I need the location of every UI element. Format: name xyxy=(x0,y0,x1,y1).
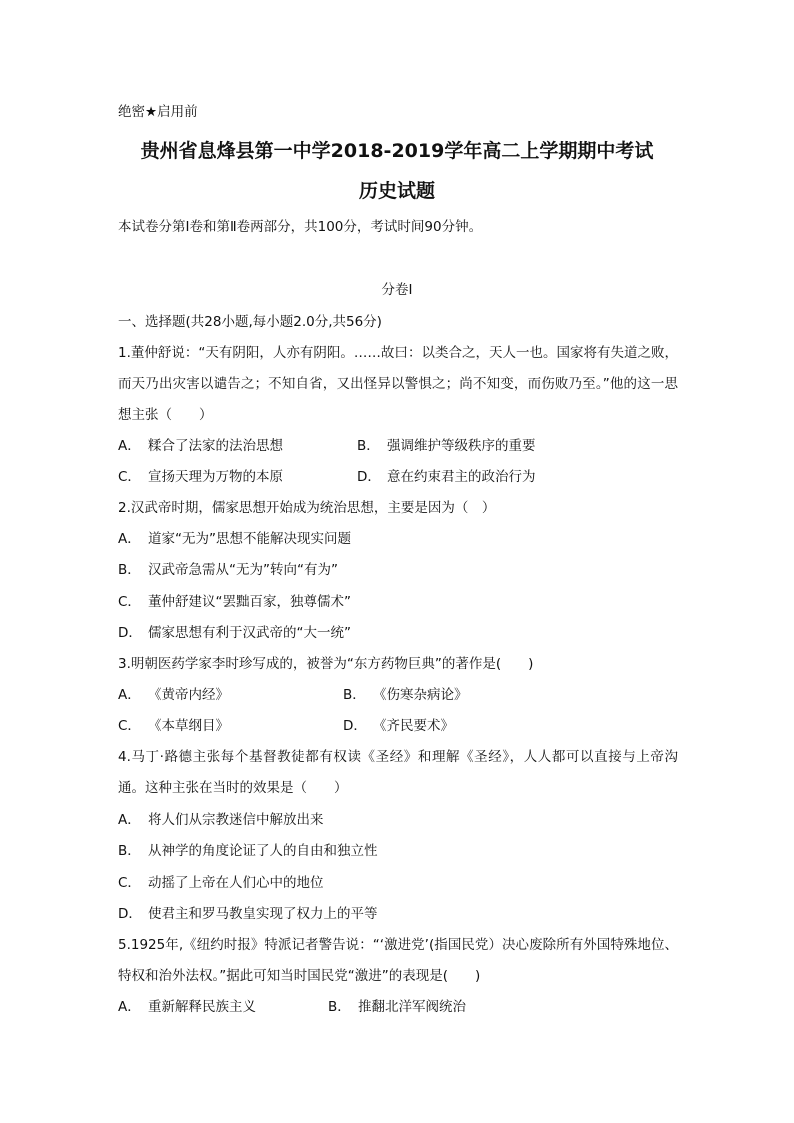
option-letter: B． xyxy=(328,999,351,1015)
option-text: 道家“无为”思想不能解决现实问题 xyxy=(148,531,351,547)
option-text: 意在约束君主的政治行为 xyxy=(387,469,536,485)
question-3-option-c xyxy=(118,716,229,736)
option-letter: A． xyxy=(118,438,141,454)
option-text: 《伤寒杂病论》 xyxy=(373,687,468,703)
option-text: 从神学的角度论证了人的自由和独立性 xyxy=(148,843,378,859)
question-1-text: 1.董仲舒说：“天有阴阳，人亦有阴阳。……故曰：以类合之，天人一也。国家将有失道之败，而天乃出灾害以谴告之；不知自省，又出怪异以警惧之；尚不知变，而伤败乃至。”他的这一思想主张（ ） xyxy=(118,345,678,423)
option-letter: D． xyxy=(343,718,367,734)
option-text: 糅合了法家的法治思想 xyxy=(148,438,283,454)
option-text: 推翻北洋军阀统治 xyxy=(358,999,466,1015)
question-3-option-a xyxy=(118,685,229,705)
question-1-option-a xyxy=(118,436,283,456)
question-3-option-b xyxy=(343,685,468,705)
question-4-option-b xyxy=(118,841,378,861)
question-2-option-c xyxy=(118,592,351,612)
exam-title: 贵州省息烽县第一中学2018-2019学年高二上学期期中考试 xyxy=(140,140,654,162)
option-text: 《齐民要术》 xyxy=(373,718,454,734)
option-letter: B． xyxy=(343,687,366,703)
section-label: 分卷I xyxy=(381,282,413,298)
question-4-text: 4.马丁·路德主张每个基督教徒都有权读《圣经》和理解《圣经》，人人都可以直接与上帝沟通。这种主张在当时的效果是（ ） xyxy=(118,749,678,796)
option-text: 重新解释民族主义 xyxy=(148,999,256,1015)
option-text: 儒家思想有利于汉武帝的“大一统” xyxy=(148,625,351,641)
option-letter: C． xyxy=(118,469,141,485)
question-1-option-b xyxy=(357,436,536,456)
option-text: 使君主和罗马教皇实现了权力上的平等 xyxy=(148,906,378,922)
option-text: 《本草纲目》 xyxy=(148,718,229,734)
option-text: 宣扬天理为万物的本原 xyxy=(148,469,283,485)
option-letter: A． xyxy=(118,687,141,703)
question-2-option-d xyxy=(118,623,351,643)
option-letter: D． xyxy=(118,625,142,641)
question-4-option-c xyxy=(118,873,324,893)
option-letter: B． xyxy=(357,438,380,454)
question-2-option-b xyxy=(118,560,338,580)
part-heading: 一、选择题(共28小题,每小题2.0分,共56分) xyxy=(118,314,382,330)
option-letter: C． xyxy=(118,718,141,734)
question-5-option-a xyxy=(118,997,256,1017)
question-1-option-c xyxy=(118,467,283,487)
option-text: 动摇了上帝在人们心中的地位 xyxy=(148,875,324,891)
option-letter: A． xyxy=(118,999,141,1015)
question-5-text: 5.1925年,《纽约时报》特派记者警告说：“‘激进党’(指国民党）决心废除所有外国特殊地位、特权和治外法权。”据此可知当时国民党“激进”的表现是( ) xyxy=(118,937,678,984)
option-letter: D． xyxy=(118,906,142,922)
question-3-option-d xyxy=(343,716,454,736)
option-letter: C． xyxy=(118,594,141,610)
question-4-option-d xyxy=(118,904,378,924)
option-text: 汉武帝急需从“无为”转向“有为” xyxy=(148,562,338,578)
option-letter: B． xyxy=(118,562,141,578)
question-4-option-a xyxy=(118,810,324,830)
question-1-option-d xyxy=(357,467,536,487)
question-2-option-a xyxy=(118,529,351,549)
option-text: 将人们从宗教迷信中解放出来 xyxy=(148,812,324,828)
confidential-label: 绝密★启用前 xyxy=(118,104,198,120)
question-2-text: 2.汉武帝时期，儒家思想开始成为统治思想，主要是因为（ ） xyxy=(118,500,496,516)
option-text: 董仲舒建议“罢黜百家，独尊儒术” xyxy=(148,594,351,610)
exam-subject-title: 历史试题 xyxy=(358,180,435,202)
option-letter: A． xyxy=(118,531,141,547)
option-letter: A． xyxy=(118,812,141,828)
exam-instructions: 本试卷分第Ⅰ卷和第Ⅱ卷两部分，共100分，考试时间90分钟。 xyxy=(118,219,483,235)
option-letter: C． xyxy=(118,875,141,891)
option-text: 《黄帝内经》 xyxy=(148,687,229,703)
option-text: 强调维护等级秩序的重要 xyxy=(387,438,536,454)
question-5-option-b xyxy=(328,997,466,1017)
option-letter: D． xyxy=(357,469,381,485)
option-letter: B． xyxy=(118,843,141,859)
question-3-text: 3.明朝医药学家李时珍写成的，被誉为“东方药物巨典”的著作是( ) xyxy=(118,656,534,672)
